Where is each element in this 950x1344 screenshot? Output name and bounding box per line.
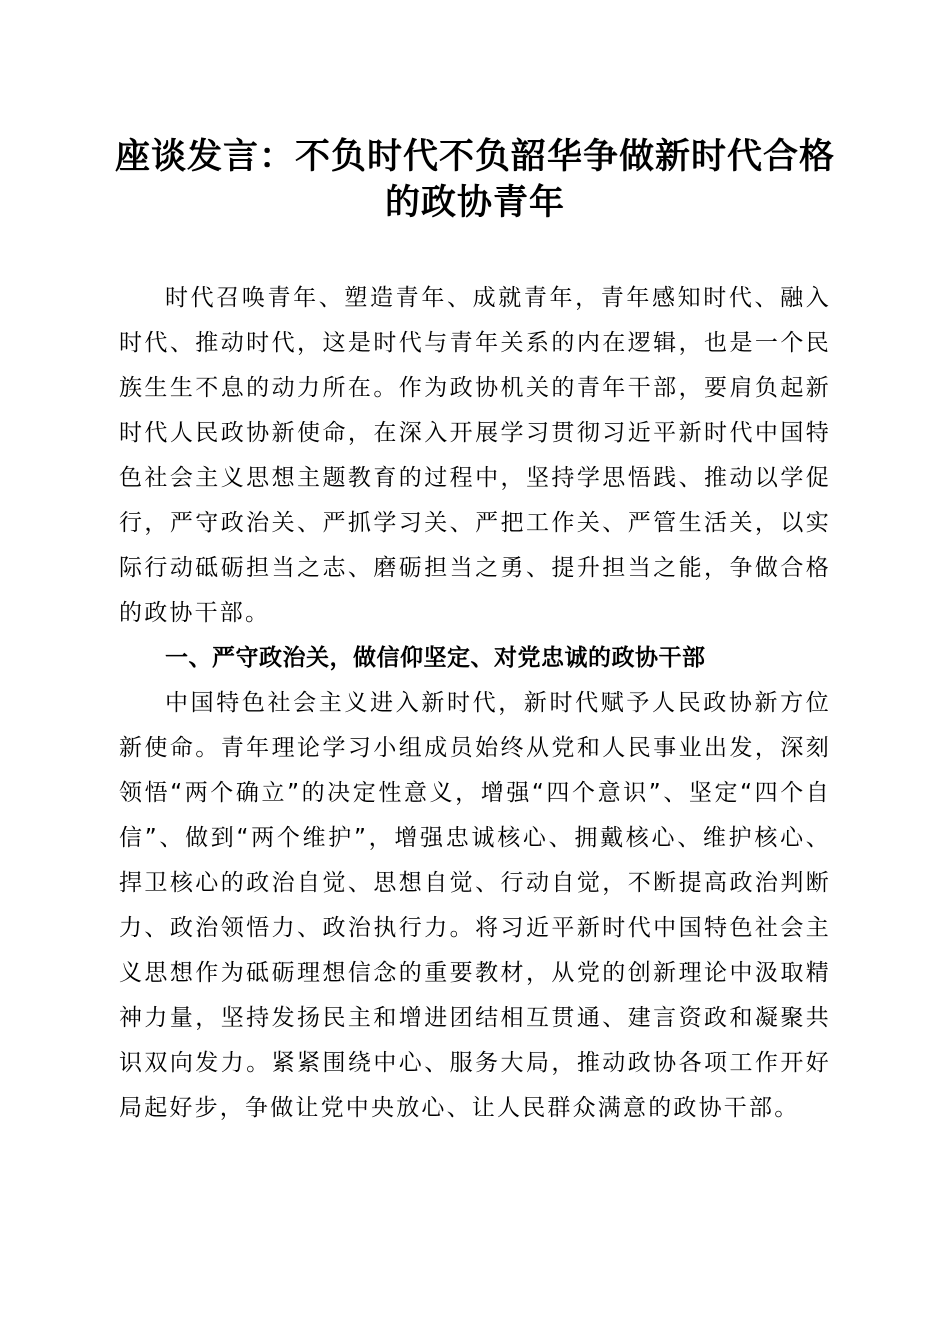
title-line-2: 的政协青年 <box>384 182 565 223</box>
section-1-paragraph: 中国特色社会主义进入新时代，新时代赋予人民政协新方位新使命。青年理论学习小组成员始终从党和人民事业出发，深刻领悟“两个确立”的决定性意义，增强“四个意识”、坚定“四个自信”、做到“两个维护”，增强忠诚核心、拥戴核心、维护核心、捍卫核心的政治自觉、思想自觉、行动自觉，不断提高政治判断力、政治领悟力、政治执行力。将习近平新时代中国特色社会主义思想作为砥砺理想信念的重要教材，从党的创新理论中汲取精神力量，坚持发扬民主和增进团结相互贯通、建言资政和凝聚共识双向发力。紧紧围绕中心、服务大局，推动政协各项工作开好局起好步，争做让党中央放心、让人民群众满意的政协干部。 <box>119 690 831 1121</box>
intro-paragraph: 时代召唤青年、塑造青年、成就青年，青年感知时代、融入时代、推动时代，这是时代与青年关系的内在逻辑，也是一个民族生生不息的动力所在。作为政协机关的青年干部，要肩负起新时代人民政协新使命，在深入开展学习贯彻习近平新时代中国特色社会主义思想主题教育的过程中，坚持学思悟践、推动以学促行，严守政治关、严抓学习关、严把工作关、严管生活关，以实际行动砥砺担当之志、磨砺担当之勇、提升担当之能，争做合格的政协干部。 <box>119 285 831 626</box>
document-title <box>110 134 840 226</box>
document-body <box>119 276 831 1131</box>
title-line-1: 座谈发言：不负时代不负韶华争做新时代合格 <box>114 136 835 177</box>
section-heading-1: 一、严守政治关，做信仰坚定、对党忠诚的政协干部 <box>165 645 706 671</box>
